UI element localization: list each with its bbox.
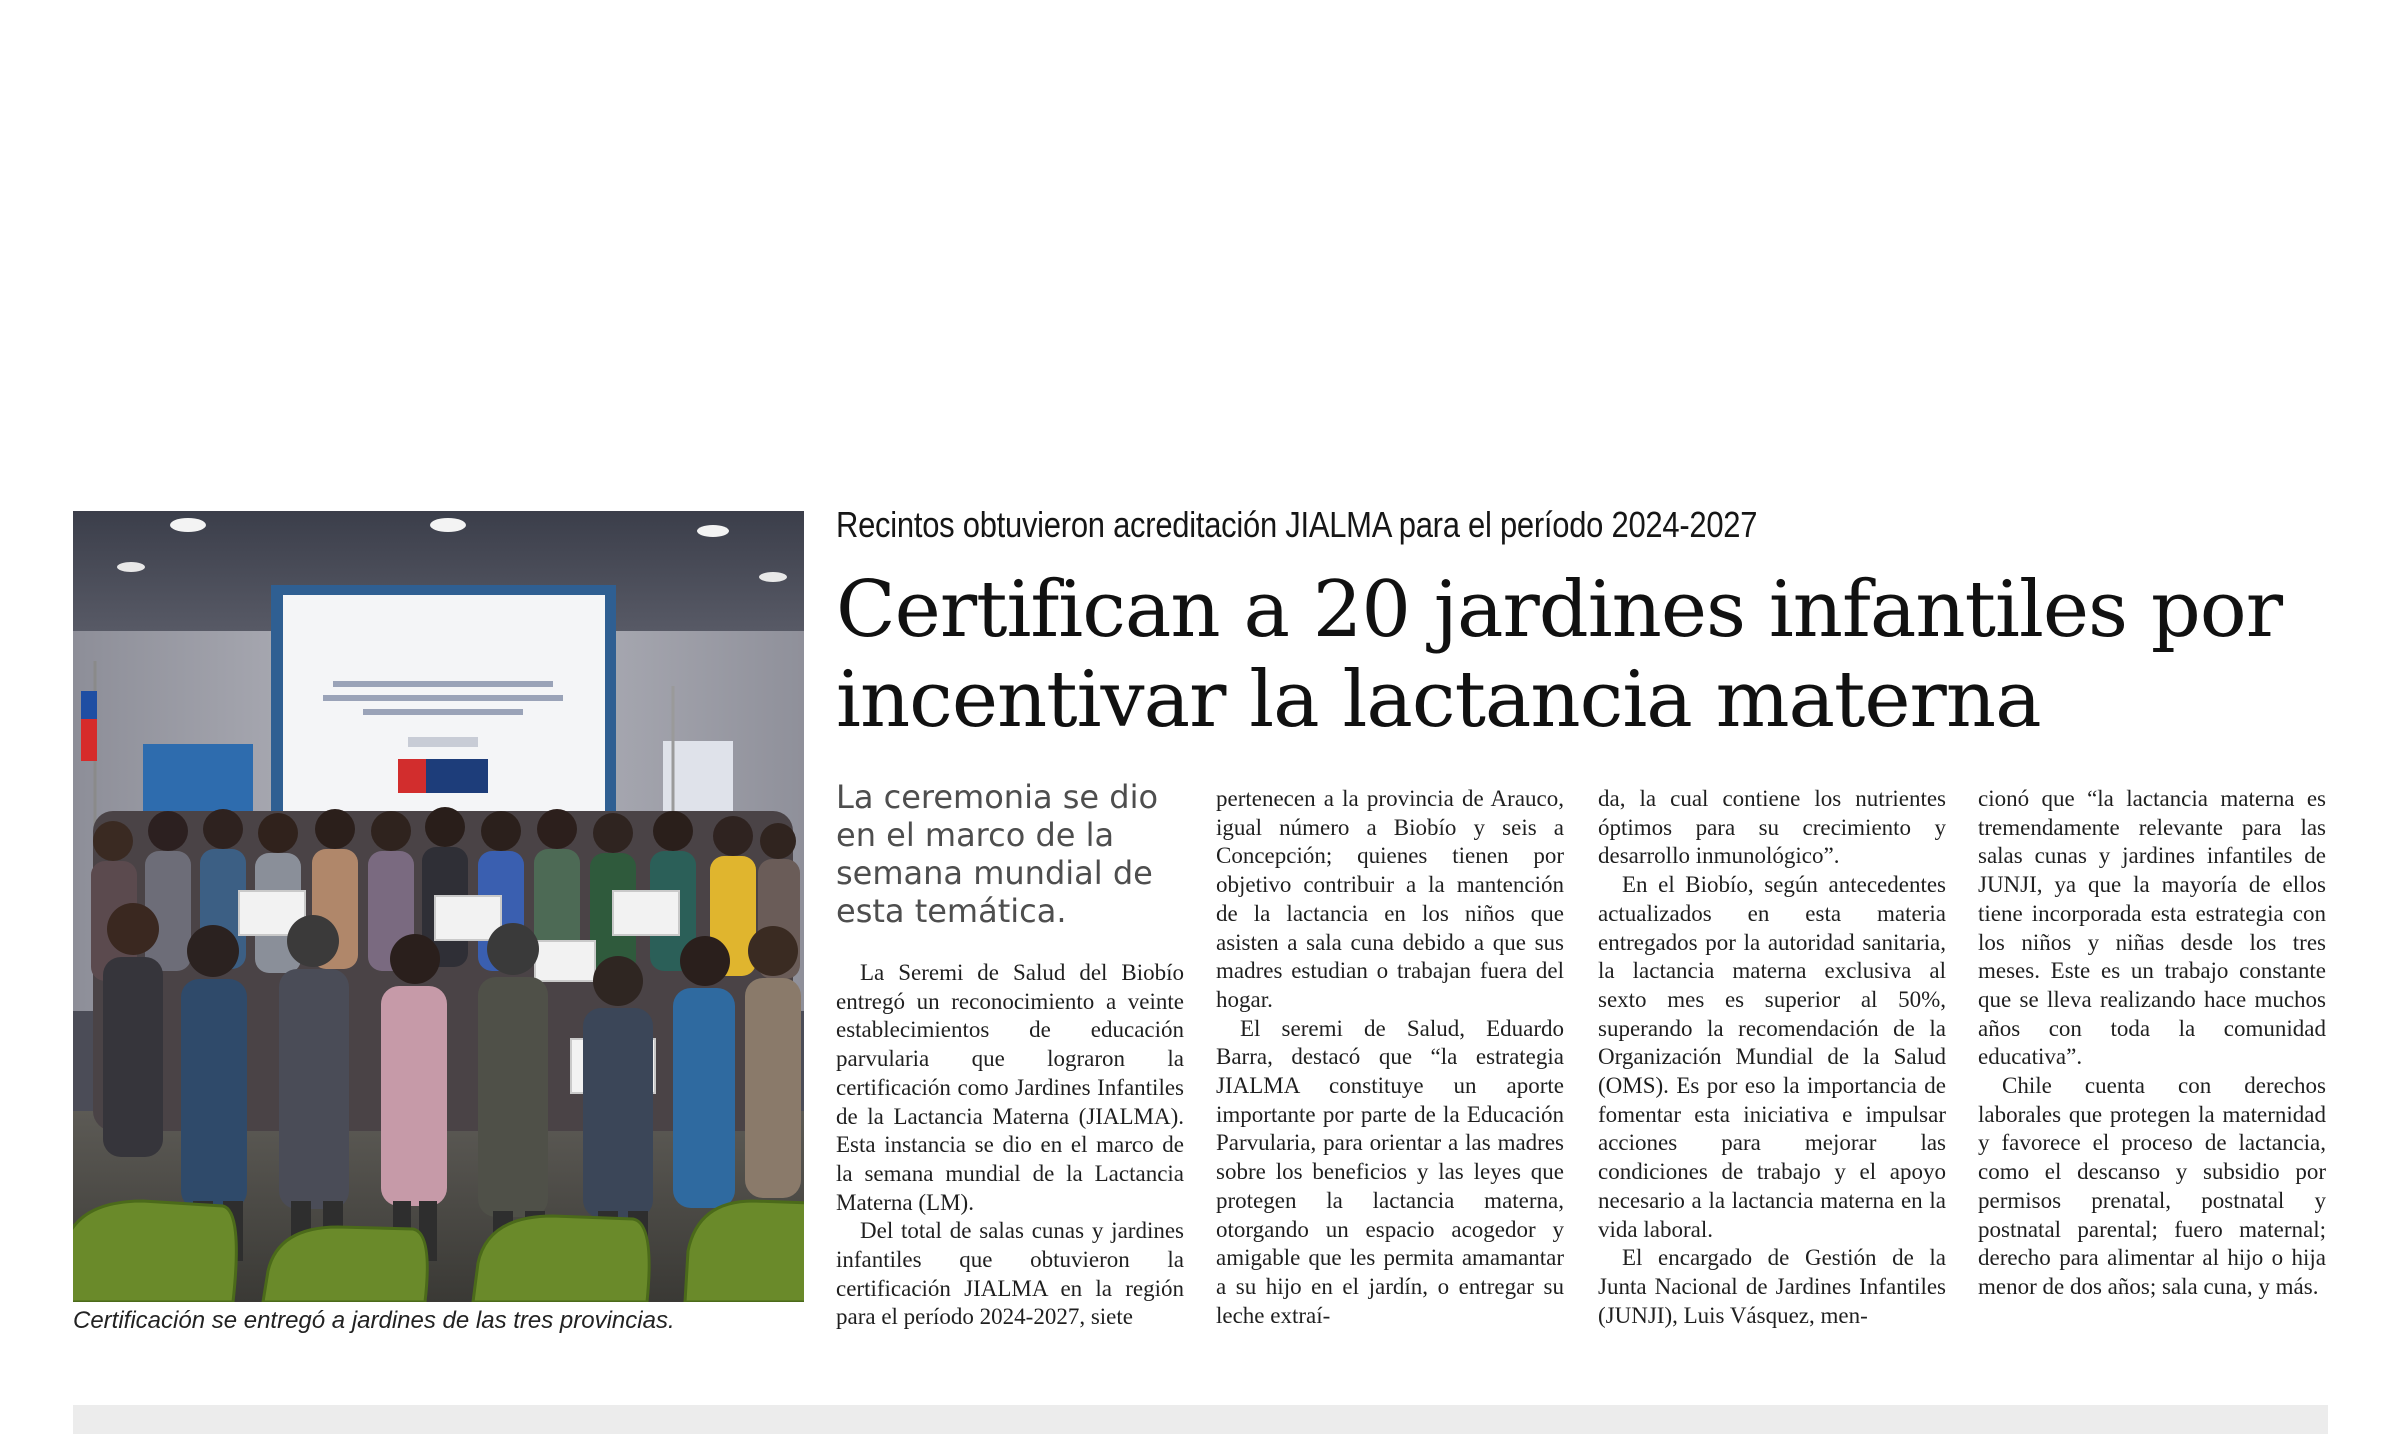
page-footer-bar [73,1405,2328,1434]
article-column-4 [1978,785,2326,1302]
article-column-2 [1216,785,1564,1330]
article-kicker: Recintos obtuvieron acreditación JIALMA para el período 2024-2027 [836,504,1758,545]
paragraph: En el Biobío, según antecedentes actualizados en esta materia entregados por la autoridad sanitaria, la lactancia materna exclusiva al sexto mes es superior al 50%, superando la recomendación de la Organización Mundial de la Salud (OMS). Es por eso la importancia de fomentar esta iniciativa e impulsar acciones para mejorar las condiciones de trabajo y el apoyo necesario a la lactancia materna en la vida laboral. [1598,872,1946,1242]
deck-line: en el marco de la [836,816,1115,854]
article-photo [73,511,804,1302]
article-deck [836,778,1176,930]
paragraph: da, la cual contiene los nutrientes óptimos para su crecimiento y desarrollo inmunológico”. [1598,786,1946,869]
article-column-3 [1598,785,1946,1330]
photo-caption: Certificación se entregó a jardines de las tres provincias. [73,1307,675,1334]
deck-line: La ceremonia se dio [836,778,1159,816]
paragraph: Del total de salas cunas y jardines infantiles que obtuvieron la certificación JIALMA en la región para el período 2024-2027, siete [836,1218,1184,1330]
paragraph: Chile cuenta con derechos laborales que protegen la maternidad y favorece el proceso de lactancia, como el descanso y subsidio por permisos prenatal, postnatal y postnatal parental; fuero maternal; derecho para alimentar al hijo o hija menor de dos años; sala cuna, y más. [1978,1073,2326,1299]
paragraph: pertenecen a la provincia de Arauco, igual número a Biobío y seis a Concepción; quienes tienen por objetivo contribuir a la mantención de la lactancia en los niños que asisten a sala cuna debido a que sus madres estudian o trabajan fuera del hogar. [1216,786,1564,1012]
article-column-1 [836,959,1184,1332]
deck-line: esta temática. [836,892,1067,930]
article-headline [836,565,2336,745]
headline-line: Certifican a 20 jardines infantiles por [836,565,2283,655]
deck-line: semana mundial de [836,854,1153,892]
paragraph: La Seremi de Salud del Biobío entregó un reconocimiento a veinte establecimientos de educación parvularia que lograron la certificación como Jardines Infantiles de la Lactancia Materna (JIALMA). Esta instancia se dio en el marco de la semana mundial de la Lactancia Materna (LM). [836,960,1184,1215]
headline-line: incentivar la lactancia materna [836,655,2041,745]
paragraph: El encargado de Gestión de la Junta Nacional de Jardines Infantiles (JUNJI), Luis Vásquez, men- [1598,1245,1946,1328]
group-photo-illustration [73,511,804,1302]
paragraph: El seremi de Salud, Eduardo Barra, destacó que “la estrategia JIALMA constituye un aporte importante por parte de la Educación Parvularia, para orientar a las madres sobre los beneficios y las leyes que protegen la lactancia materna, otorgando un espacio acogedor y amigable que les permita amamantar a su hijo en el jardín, o entregar su leche extraí- [1216,1015,1564,1328]
paragraph: cionó que “la lactancia materna es tremendamente relevante para las salas cunas y jardines infantiles de JUNJI, ya que la mayoría de ellos tiene incorporada esta estrategia con los niños y niñas desde los tres meses. Este es un trabajo constante que se lleva realizando hace muchos años con toda la comunidad educativa”. [1978,786,2326,1070]
